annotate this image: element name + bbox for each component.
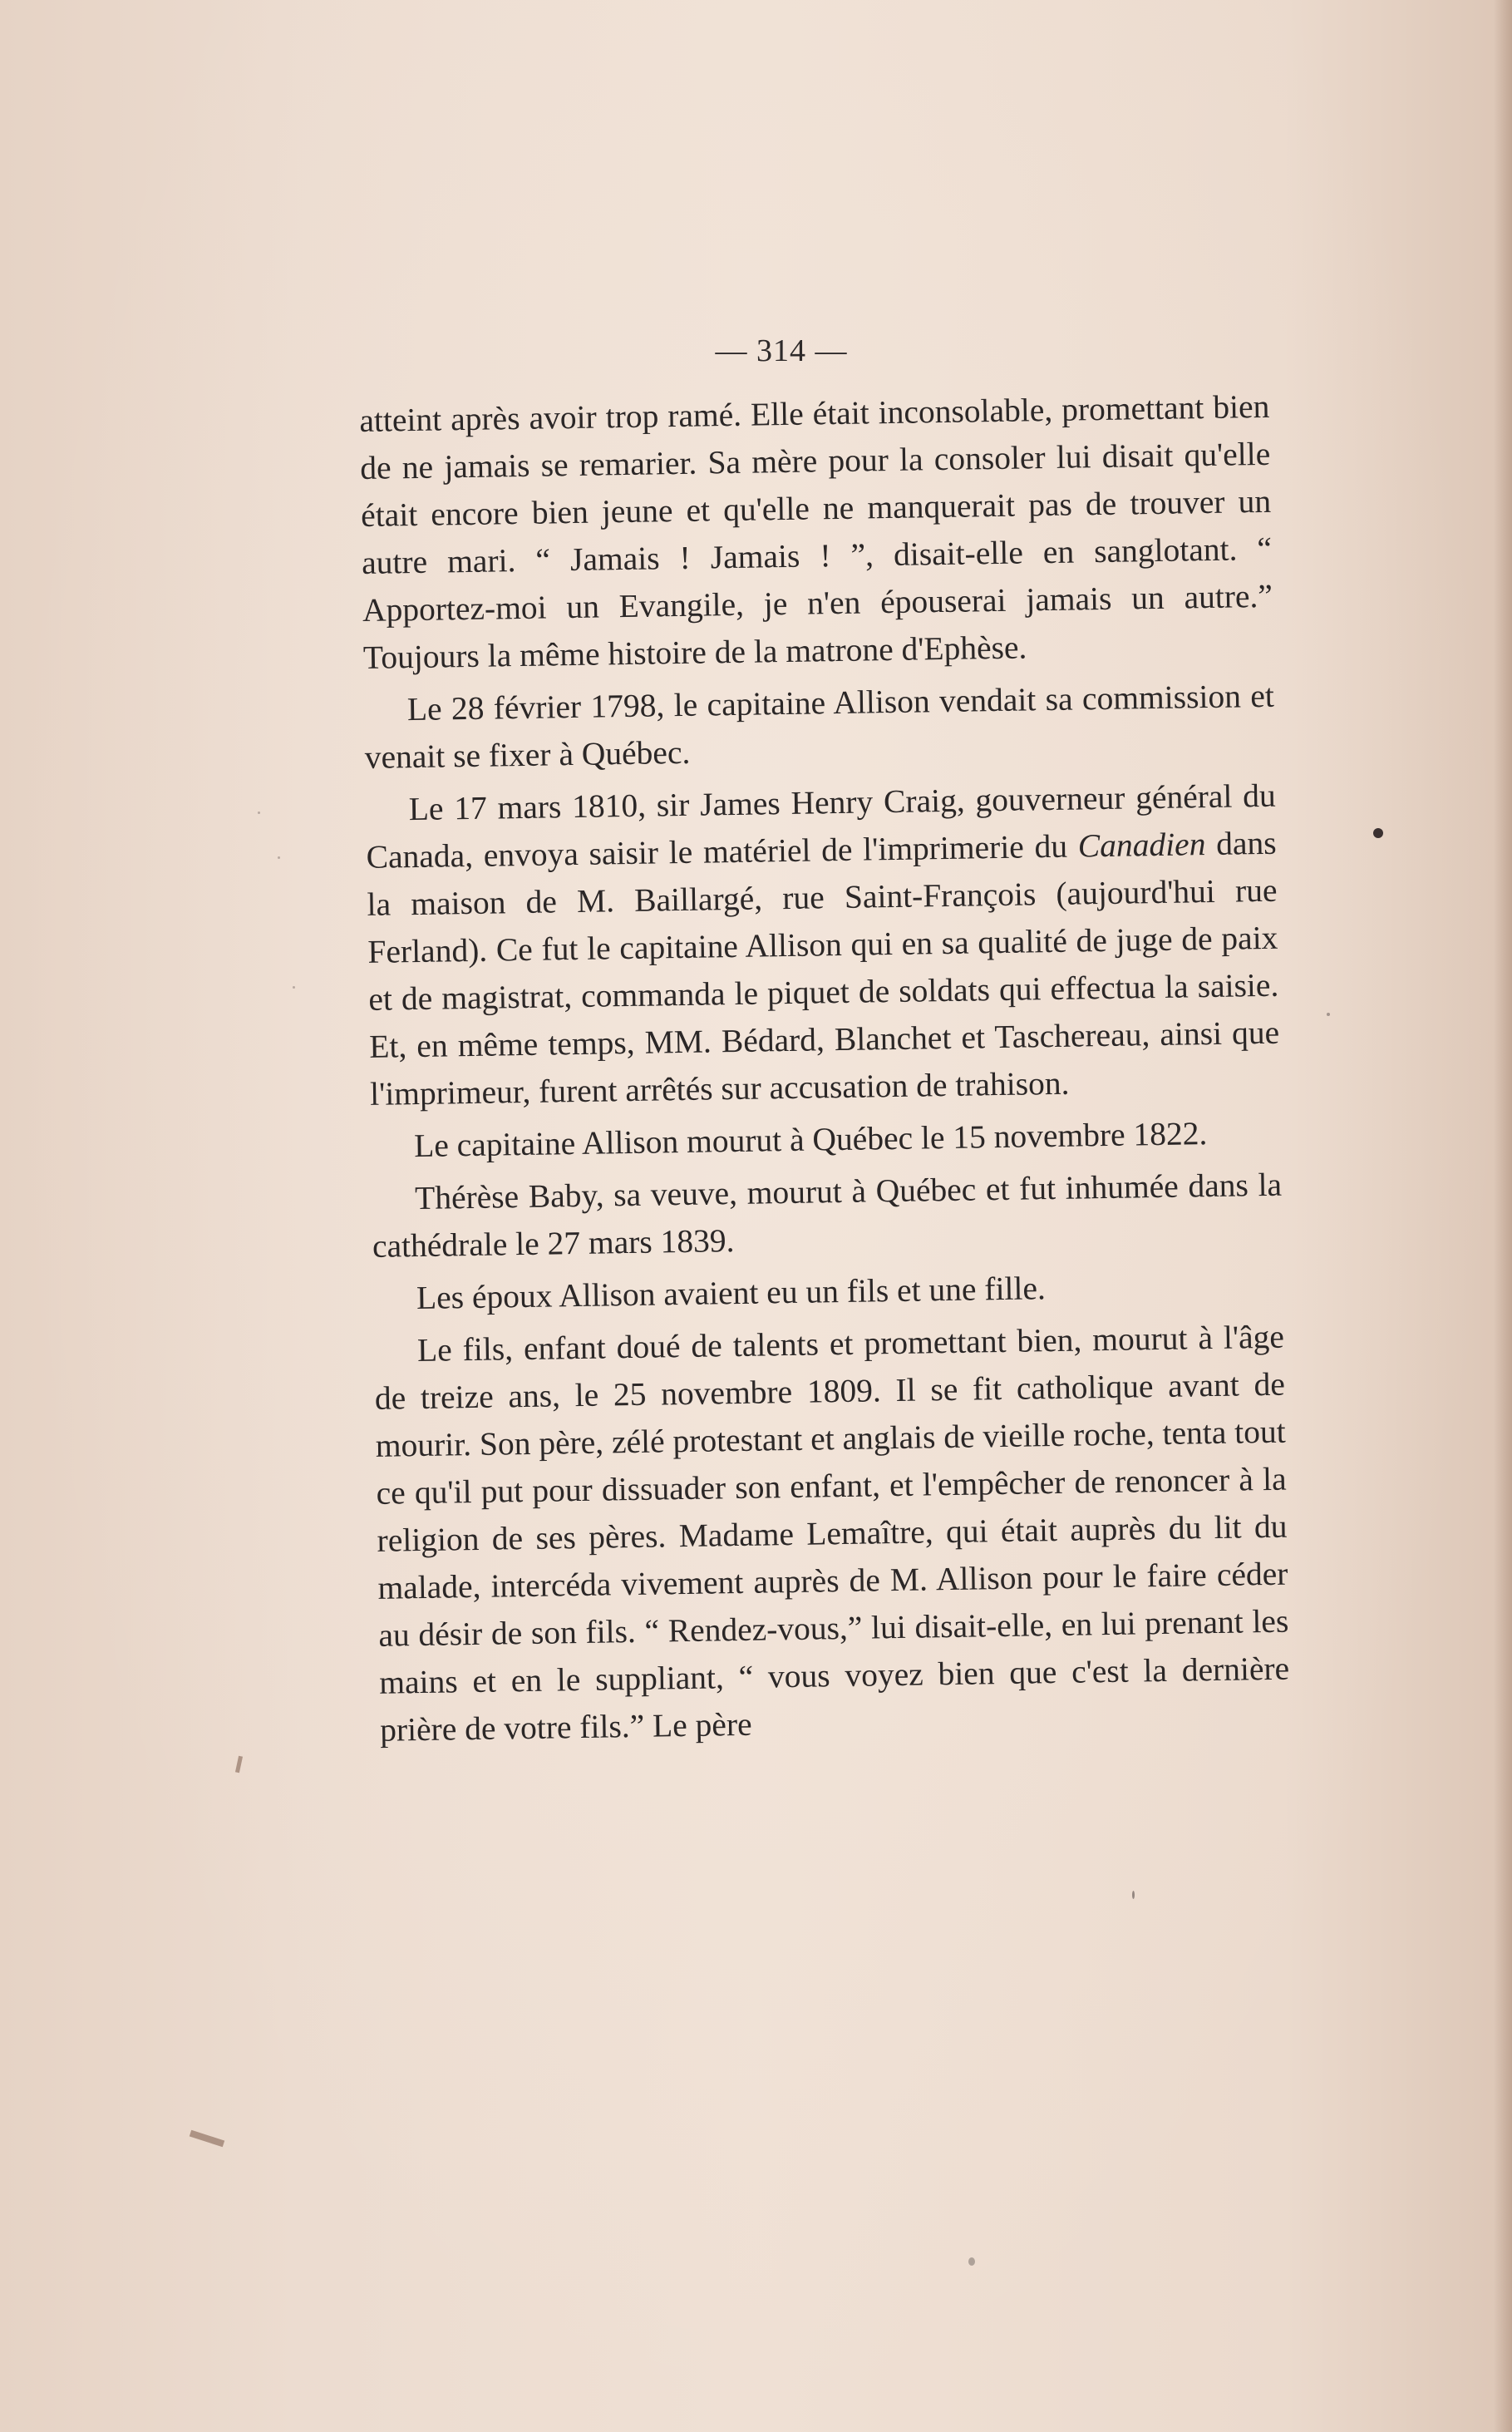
ink-speck xyxy=(278,856,280,859)
paragraph: Le 28 février 1798, le capitaine Allison vendait sa commission et venait se fixer à Québec. xyxy=(364,677,1275,776)
ink-speck xyxy=(293,986,295,989)
ink-speck xyxy=(968,2257,975,2266)
paper-stain xyxy=(235,1756,243,1773)
paragraph: Le capitaine Allison mourut à Québec le 15 novembre 1822. xyxy=(413,1115,1208,1165)
paragraph xyxy=(365,772,1280,1118)
paper-stain xyxy=(190,2130,224,2148)
paragraph: Le fils, enfant doué de talents et promettant bien, mourut à l'âge de treize ans, le 25 novembre 1809. Il se fit catholique avant de mourir. Son père, zélé protestant et anglais de vieille roche, tenta tout ce qu'il put pour dissuader son enfant, et l'empêcher de renoncer à la religion de ses pères. Madame Lemaître, qui était auprès du lit du malade, intercéda vivement auprès de M. Allison pour le faire céder au désir de son fils. “ Rendez-vous,” lui disait-elle, en lui prenant les mains et en le suppliant, “ vous voyez bien que c'est la dernière prière de votre fils.” Le père xyxy=(374,1318,1290,1749)
paragraph: Les époux Allison avaient eu un fils et une fille. xyxy=(416,1270,1047,1317)
ink-speck xyxy=(1373,828,1383,838)
ink-speck xyxy=(1327,1013,1330,1016)
italic-newspaper-name: Canadien xyxy=(1077,826,1206,865)
page-number: — 314 — xyxy=(715,333,848,368)
ink-speck xyxy=(1132,1891,1135,1899)
paragraph: Thérèse Baby, sa veuve, mourut à Québec et fut inhumée dans la cathédrale le 27 mars 1839. xyxy=(372,1166,1283,1265)
text-run: Le 17 mars 1810, sir James Henry Craig, gouverneur général du Canada, envoya saisir le matériel de l'imprimerie du xyxy=(366,777,1277,876)
paragraph: atteint après avoir trop ramé. Elle était inconsolable, promettant bien de ne jamais se remarier. Sa mère pour la consoler lui disait qu'elle était encore bien jeune et qu'elle ne manquerait pas de trouver un autre mari. “ Jamais ! Jamais ! ”, disait-elle en sanglotant. “ Apportez-moi un Evangile, je n'en épouserai jamais un autre.” Toujours la même histoire de la matrone d'Ephèse. xyxy=(359,387,1273,676)
page-edge-shadow xyxy=(1494,0,1512,2432)
ink-speck xyxy=(258,811,260,814)
body-text xyxy=(359,383,1291,1759)
text-run: dans la maison de M. Baillargé, rue Saint-François (aujourd'hui rue Ferland). Ce fut le capitaine Allison qui en sa qualité de juge de paix et de magistrat, commanda le piquet de soldats qui effectua la saisie. Et, en même temps, MM. Bédard, Blanchet et Taschereau, ainsi que l'imprimeur, furent arrêtés sur accusation de trahison. xyxy=(367,824,1280,1112)
